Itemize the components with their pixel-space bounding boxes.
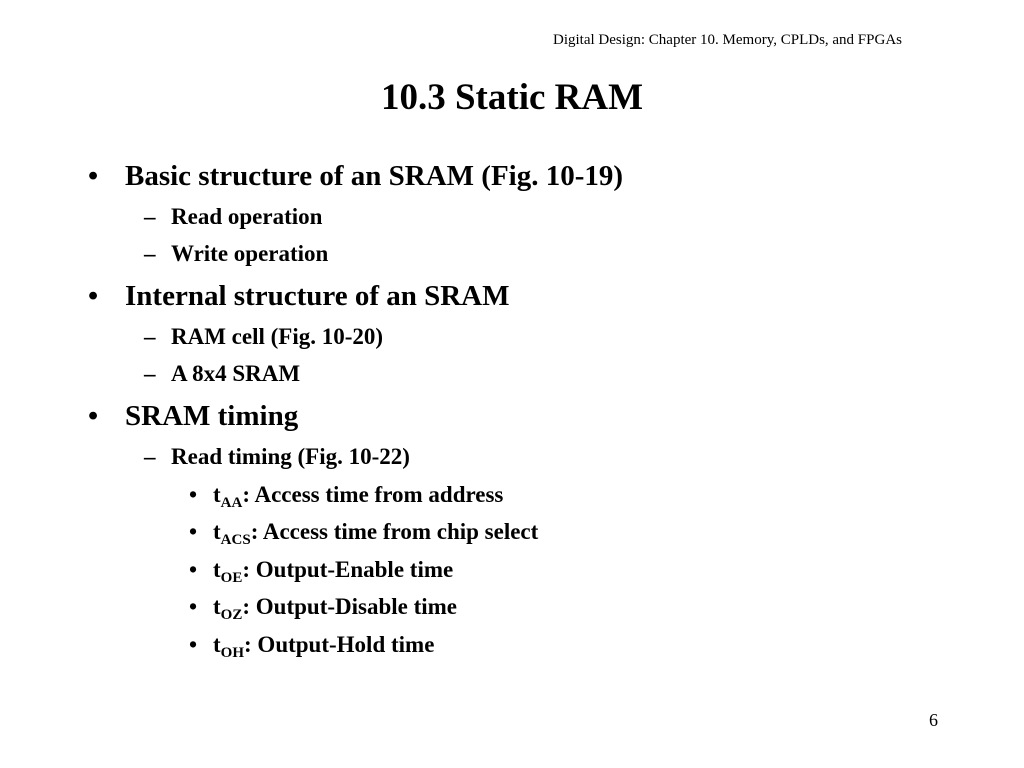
timing-subscript: AA — [220, 495, 243, 511]
sub-bullet-text: Write operation — [171, 241, 329, 266]
timing-param-tacs — [189, 519, 539, 548]
page-number: 6 — [929, 710, 938, 730]
bullet-marker: • — [189, 519, 198, 544]
timing-subscript: ACS — [220, 532, 251, 548]
timing-param-toz — [189, 594, 458, 623]
bullet-text: SRAM timing — [125, 400, 299, 432]
timing-symbol: t — [213, 519, 221, 544]
chapter-header: Digital Design: Chapter 10. Memory, CPLDs, and FPGAs — [552, 32, 902, 48]
timing-symbol: t — [213, 557, 221, 582]
bullet-marker: • — [189, 482, 198, 507]
bullet-text: Basic structure of an SRAM (Fig. 10-19) — [125, 160, 624, 192]
timing-description: : Output-Hold time — [244, 632, 435, 657]
timing-subscript: OZ — [220, 607, 243, 623]
sub-bullet-write-operation — [144, 241, 329, 267]
sub-bullet-ram-cell — [144, 324, 384, 350]
slide-title: 10.3 Static RAM — [380, 77, 644, 118]
dash-marker: – — [144, 361, 156, 386]
dash-marker: – — [144, 324, 156, 349]
sub-bullet-text: Read timing (Fig. 10-22) — [171, 444, 410, 469]
sub-bullet-read-operation — [144, 204, 323, 230]
bullet-text: Internal structure of an SRAM — [125, 280, 510, 312]
timing-description: : Access time from address — [242, 482, 504, 507]
bullet-sram-timing — [88, 400, 299, 433]
bullet-marker: • — [189, 594, 198, 619]
timing-description: : Access time from chip select — [250, 519, 539, 544]
bullet-internal-structure — [88, 280, 510, 313]
sub-bullet-text: RAM cell (Fig. 10-20) — [171, 324, 384, 349]
bullet-marker: • — [88, 400, 99, 432]
sub-bullet-text: A 8x4 SRAM — [171, 361, 301, 386]
timing-subscript: OE — [220, 570, 243, 586]
bullet-marker: • — [88, 280, 99, 312]
timing-param-toh — [189, 632, 435, 661]
timing-description: : Output-Enable time — [242, 557, 454, 582]
bullet-marker: • — [88, 160, 99, 192]
bullet-marker: • — [189, 632, 198, 657]
timing-description: : Output-Disable time — [242, 594, 458, 619]
timing-symbol: t — [213, 482, 221, 507]
timing-subscript: OH — [220, 645, 245, 661]
sub-bullet-read-timing — [144, 444, 410, 470]
timing-symbol: t — [213, 594, 221, 619]
bullet-basic-structure — [88, 160, 624, 193]
timing-param-toe — [189, 557, 454, 586]
bullet-marker: • — [189, 557, 198, 582]
sub-bullet-8x4-sram — [144, 361, 301, 387]
dash-marker: – — [144, 241, 156, 266]
timing-symbol: t — [213, 632, 221, 657]
dash-marker: – — [144, 204, 156, 229]
sub-bullet-text: Read operation — [171, 204, 323, 229]
timing-param-taa — [189, 482, 504, 511]
dash-marker: – — [144, 444, 156, 469]
